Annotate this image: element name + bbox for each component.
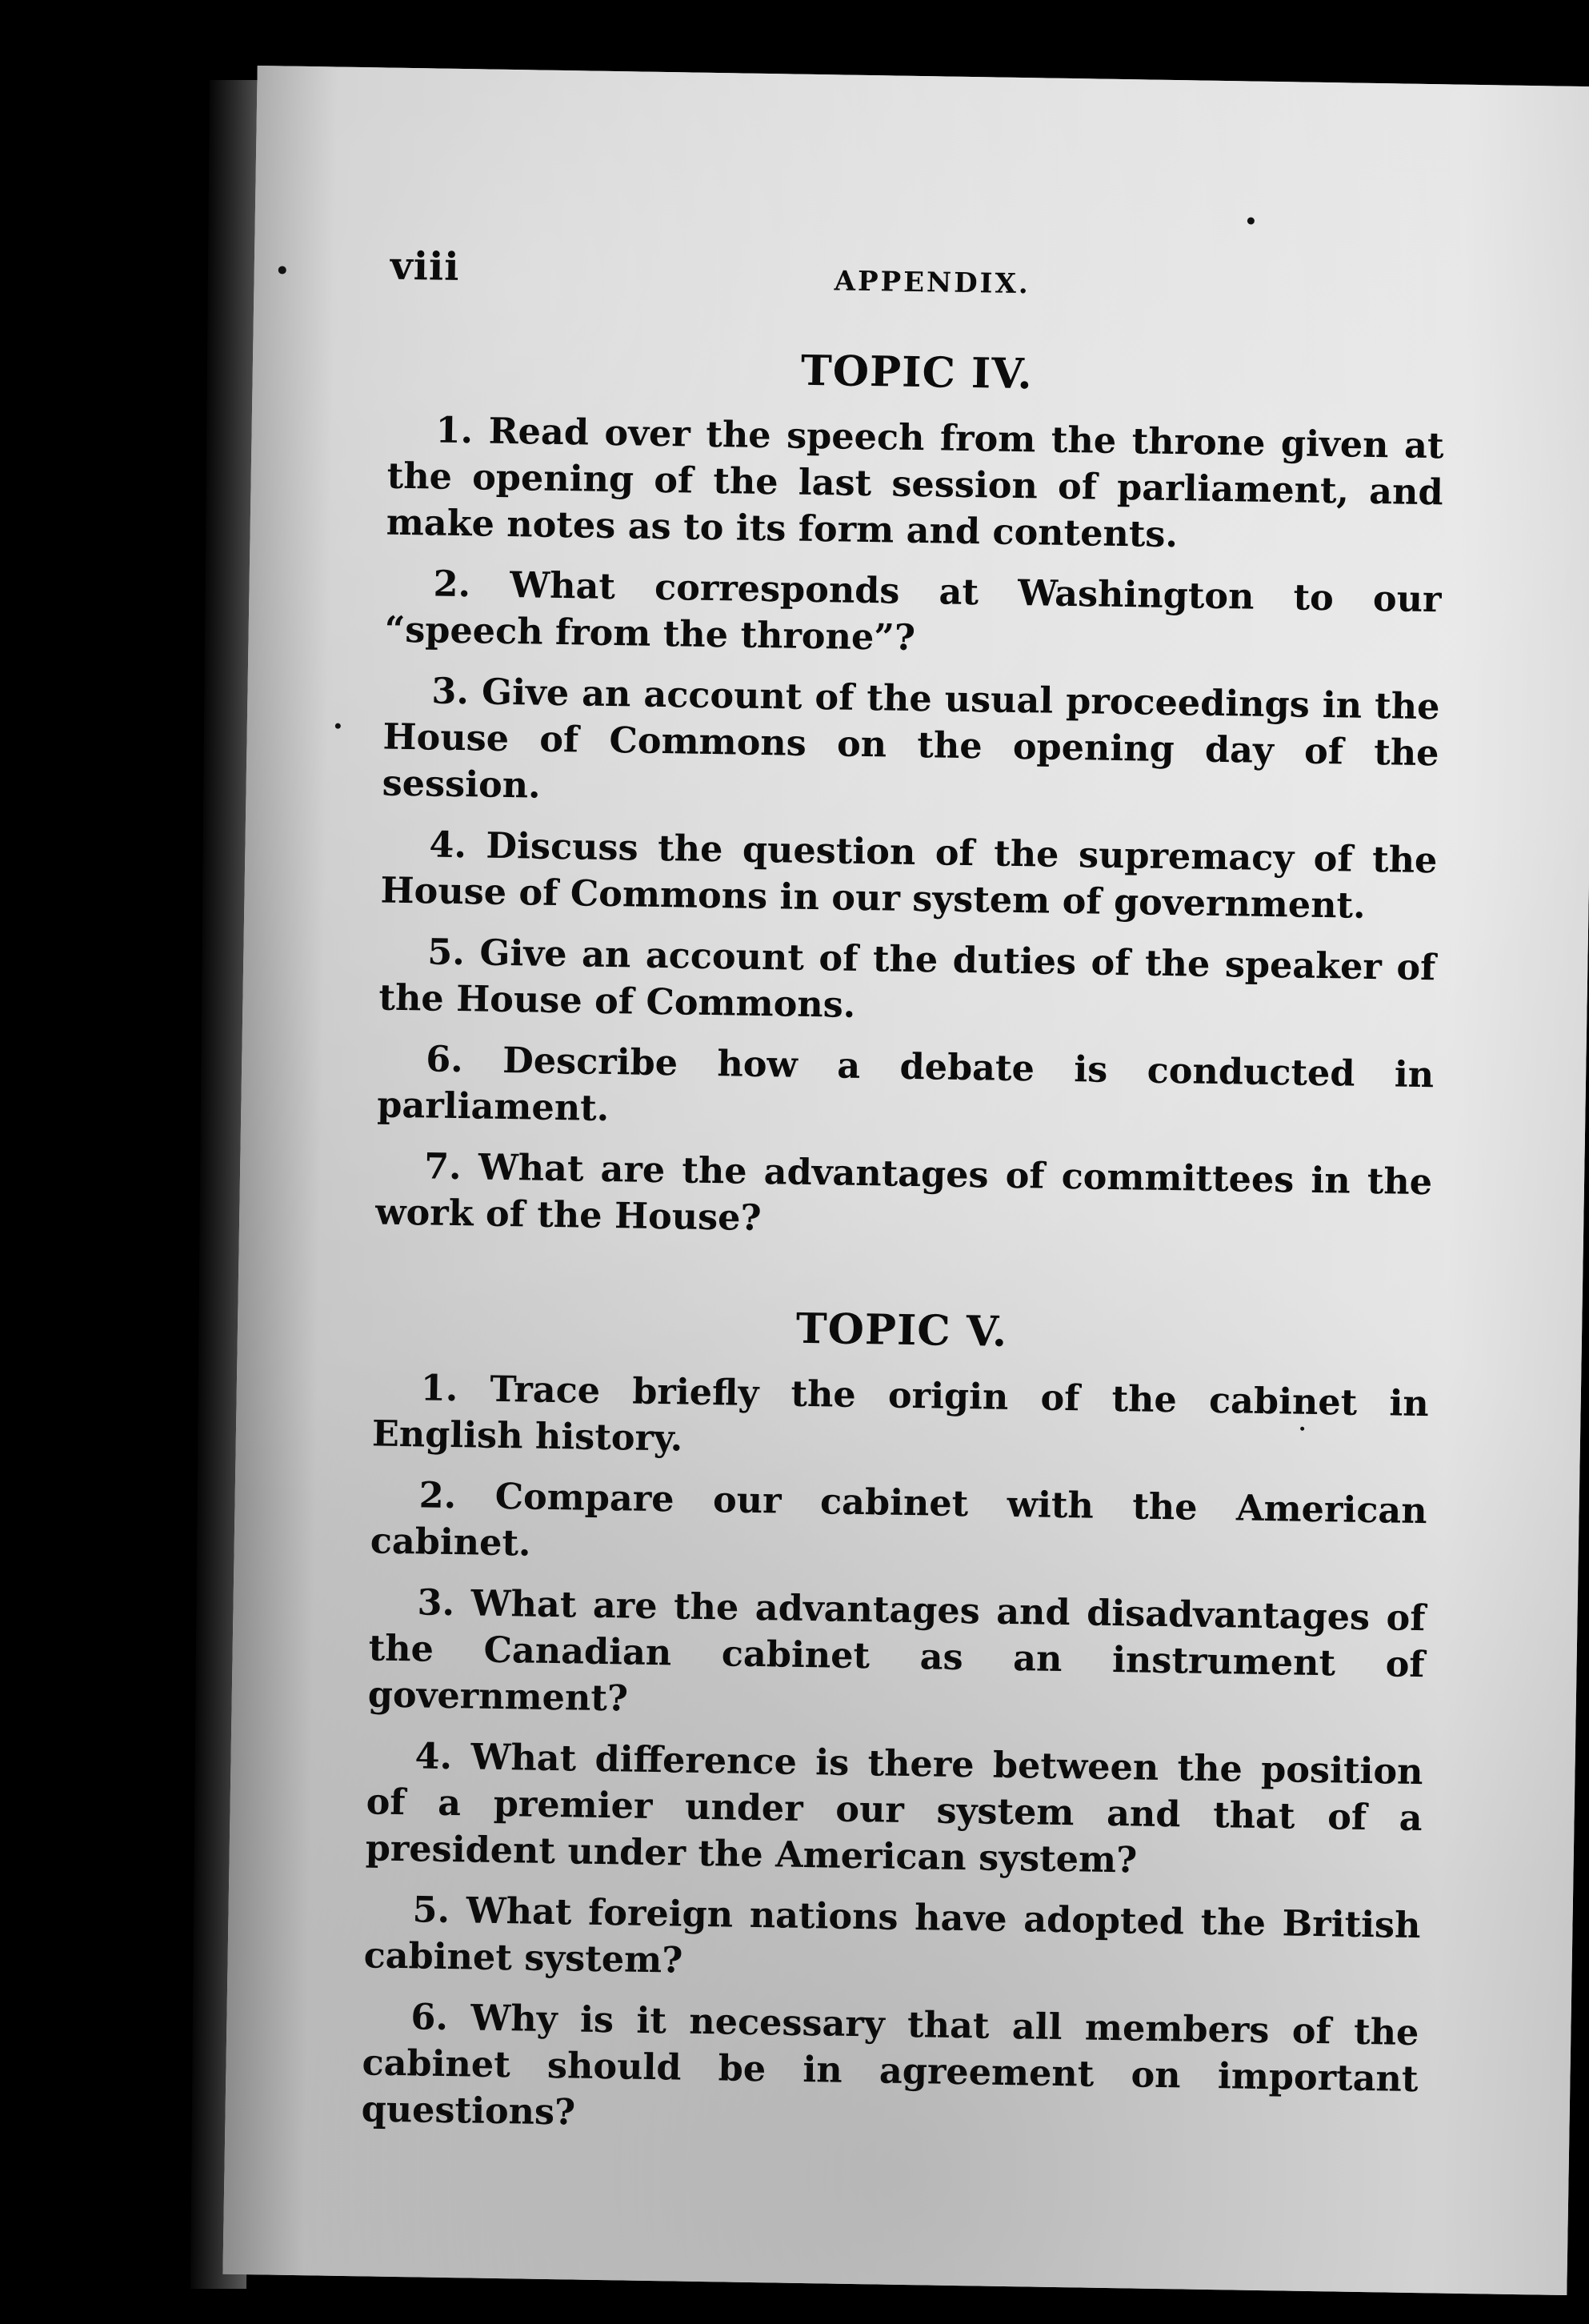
topic-v-question-4: 4. What difference is there between the position of a premier under our system and that of a president under the American system? [365,1735,1423,1881]
topic-v-question-5: 5. What foreign nations have adopted the British cabinet system? [363,1889,1421,1981]
topic-iv-heading: TOPIC IV. [800,346,1034,399]
section-spacer [374,1249,1431,1290]
book-page [222,66,1589,2295]
topic-v-question-3: 3. What are the advantages and disadvantages of the Canadian cabinet as an instrument of government? [367,1581,1426,1720]
page-header [390,244,1447,333]
topic-iv-question-2: 2. What corresponds at Washington to our “speech from the throne”? [384,563,1442,659]
topic-iv-question-3: 3. Give an account of the usual proceedings in the House of Commons on the opening day of the session. [382,670,1440,807]
topic-iv-question-5: 5. Give an account of the duties of the speaker of the House of Commons. [378,931,1436,1026]
ink-speck [278,266,286,274]
topic-iv-question-6: 6. Describe how a debate is conducted in parliament. [376,1038,1435,1130]
ink-speck [1247,217,1255,224]
topic-v-question-1: 1. Trace briefly the origin of the cabinet in English history. [371,1367,1430,1460]
topic-v-question-6: 6. Why is it necessary that all members of the cabinet should be in agreement on important questions? [361,1996,1419,2134]
topic-iv-question-1: 1. Read over the speech from the throne given at the opening of the last session of parliament, and make notes as to its form and contents. [386,409,1444,556]
topic-v-heading: TOPIC V. [795,1304,1008,1356]
page-content [361,244,1447,2163]
ink-speck [335,723,341,729]
page-number: viii [390,243,460,290]
topic-iv-question-7: 7. What are the advantages of committees in the work of the House? [374,1145,1433,1240]
topic-v-question-2: 2. Compare our cabinet with the American cabinet. [370,1474,1427,1565]
running-head: APPENDIX. [834,265,1031,301]
topic-iv-question-4: 4. Discuss the question of the supremacy of the House of Commons in our system of government. [380,823,1438,927]
